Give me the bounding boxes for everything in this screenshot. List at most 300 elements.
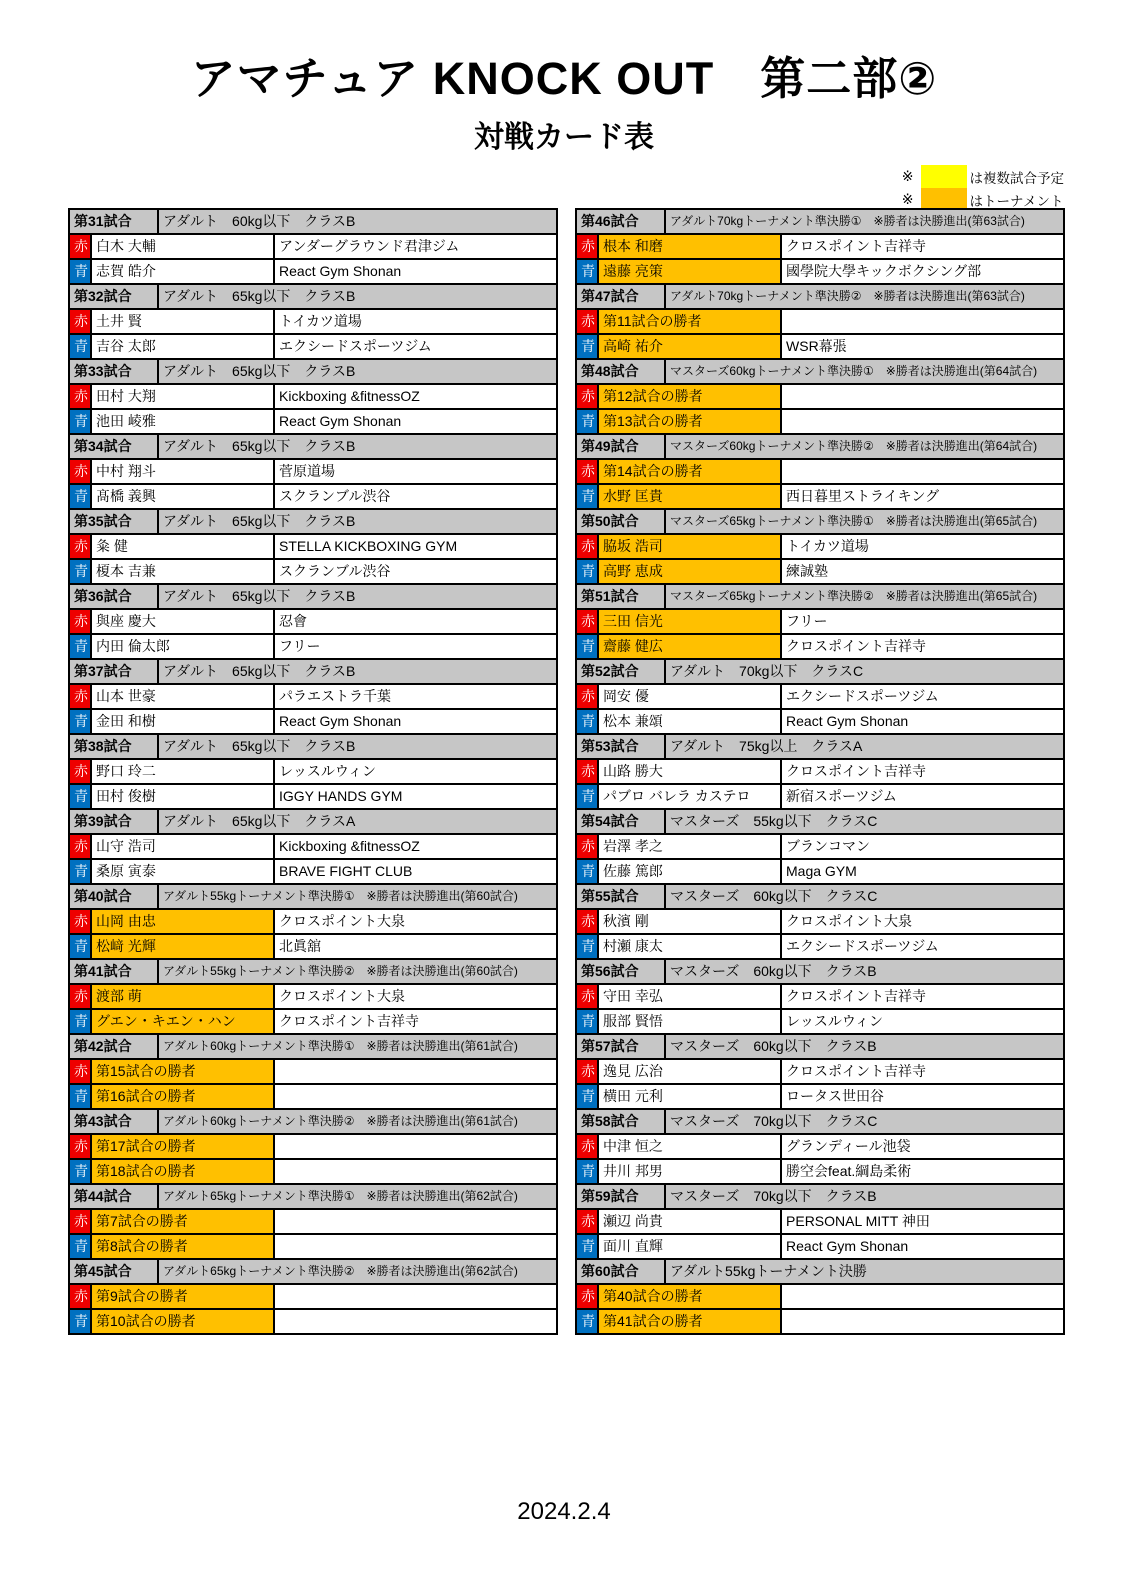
- blue-corner-label: 青: [576, 709, 598, 734]
- match-number: 第57試合: [576, 1034, 665, 1059]
- gym-name: クロスポイント吉祥寺: [781, 1059, 1064, 1084]
- match-header-row: [69, 1109, 557, 1134]
- gym-name: レッスルウィン: [274, 759, 557, 784]
- match-header-row: [576, 1109, 1064, 1134]
- blue-corner-label: 青: [69, 334, 91, 359]
- match-number: 第53試合: [576, 734, 665, 759]
- red-fighter-row: [69, 1134, 557, 1159]
- fighter-name: 高野 恵成: [598, 559, 781, 584]
- red-corner-label: 赤: [69, 984, 91, 1009]
- red-corner-label: 赤: [576, 1059, 598, 1084]
- gym-name: [274, 1134, 557, 1159]
- gym-name: BRAVE FIGHT CLUB: [274, 859, 557, 884]
- red-fighter-row: [576, 684, 1064, 709]
- blue-corner-label: 青: [69, 634, 91, 659]
- red-corner-label: 赤: [576, 684, 598, 709]
- blue-fighter-row: [69, 934, 557, 959]
- match-header-row: [69, 1034, 557, 1059]
- match-header-row: [69, 734, 557, 759]
- match-header-row: [576, 959, 1064, 984]
- red-fighter-row: [69, 759, 557, 784]
- gym-name: [781, 459, 1064, 484]
- gym-name: Kickboxing &fitnessOZ: [274, 834, 557, 859]
- match-category: マスターズ60kgトーナメント準決勝② ※勝者は決勝進出(第64試合): [665, 434, 1064, 459]
- blue-fighter-row: [576, 484, 1064, 509]
- fighter-name: 第14試合の勝者: [598, 459, 781, 484]
- gym-name: [274, 1159, 557, 1184]
- gym-name: 練誠塾: [781, 559, 1064, 584]
- red-fighter-row: [69, 834, 557, 859]
- match-header-row: [576, 509, 1064, 534]
- fighter-name: 山守 浩司: [91, 834, 274, 859]
- blue-corner-label: 青: [69, 1159, 91, 1184]
- fighter-name: 髙橋 義興: [91, 484, 274, 509]
- red-corner-label: 赤: [576, 909, 598, 934]
- fighter-name: パブロ バレラ カステロ: [598, 784, 781, 809]
- gym-name: ブランコマン: [781, 834, 1064, 859]
- fighter-name: 根本 和磨: [598, 234, 781, 259]
- match-number: 第58試合: [576, 1109, 665, 1134]
- match-number: 第42試合: [69, 1034, 158, 1059]
- blue-fighter-row: [576, 559, 1064, 584]
- red-corner-label: 赤: [576, 459, 598, 484]
- match-number: 第45試合: [69, 1259, 158, 1284]
- match-category: アダルト 65kg以下 クラスB: [158, 434, 557, 459]
- gym-name: React Gym Shonan: [274, 409, 557, 434]
- red-corner-label: 赤: [576, 384, 598, 409]
- match-number: 第47試合: [576, 284, 665, 309]
- blue-corner-label: 青: [576, 1234, 598, 1259]
- match-category: マスターズ 70kg以下 クラスB: [665, 1184, 1064, 1209]
- blue-fighter-row: [576, 1159, 1064, 1184]
- blue-corner-label: 青: [69, 559, 91, 584]
- gym-name: スクランブル渋谷: [274, 559, 557, 584]
- match-category: アダルト65kgトーナメント準決勝② ※勝者は決勝進出(第62試合): [158, 1259, 557, 1284]
- match-header-row: [576, 434, 1064, 459]
- blue-fighter-row: [69, 484, 557, 509]
- legend-label: はトーナメント: [969, 193, 1064, 209]
- match-header-row: [69, 959, 557, 984]
- gym-name: フリー: [274, 634, 557, 659]
- blue-fighter-row: [69, 1234, 557, 1259]
- match-number: 第40試合: [69, 884, 158, 909]
- gym-name: 新宿スポーツジム: [781, 784, 1064, 809]
- red-fighter-row: [576, 984, 1064, 1009]
- fighter-name: 第13試合の勝者: [598, 409, 781, 434]
- match-number: 第48試合: [576, 359, 665, 384]
- fighter-name: 池田 崚雅: [91, 409, 274, 434]
- match-number: 第46試合: [576, 209, 665, 234]
- fighter-name: 高崎 祐介: [598, 334, 781, 359]
- blue-corner-label: 青: [69, 1084, 91, 1109]
- red-corner-label: 赤: [576, 834, 598, 859]
- red-corner-label: 赤: [576, 234, 598, 259]
- fighter-name: 第10試合の勝者: [91, 1309, 274, 1334]
- red-fighter-row: [69, 684, 557, 709]
- gym-name: IGGY HANDS GYM: [274, 784, 557, 809]
- blue-fighter-row: [69, 259, 557, 284]
- fighter-name: 松﨑 光輝: [91, 934, 274, 959]
- fighter-name: 第8試合の勝者: [91, 1234, 274, 1259]
- fighter-name: 與座 慶大: [91, 609, 274, 634]
- match-header-row: [69, 509, 557, 534]
- gym-name: 忍會: [274, 609, 557, 634]
- fighter-name: 第12試合の勝者: [598, 384, 781, 409]
- fighter-name: グエン・キエン・ハン: [91, 1009, 274, 1034]
- red-fighter-row: [69, 309, 557, 334]
- blue-fighter-row: [69, 409, 557, 434]
- match-category: マスターズ 70kg以下 クラスC: [665, 1109, 1064, 1134]
- fighter-name: 金田 和樹: [91, 709, 274, 734]
- gym-name: クロスポイント大泉: [781, 909, 1064, 934]
- red-fighter-row: [576, 1059, 1064, 1084]
- red-corner-label: 赤: [69, 309, 91, 334]
- match-number: 第50試合: [576, 509, 665, 534]
- match-table: [575, 208, 1065, 1335]
- fighter-name: 三田 信光: [598, 609, 781, 634]
- fighter-name: 山路 勝大: [598, 759, 781, 784]
- gym-name: 勝空会feat.綱島柔術: [781, 1159, 1064, 1184]
- blue-corner-label: 青: [576, 784, 598, 809]
- fighter-name: 岡安 優: [598, 684, 781, 709]
- match-header-row: [69, 359, 557, 384]
- fighter-name: 佐藤 篤郎: [598, 859, 781, 884]
- blue-corner-label: 青: [576, 634, 598, 659]
- gym-name: 西日暮里ストライキング: [781, 484, 1064, 509]
- gym-name: レッスルウィン: [781, 1009, 1064, 1034]
- gym-name: [274, 1084, 557, 1109]
- blue-fighter-row: [576, 634, 1064, 659]
- match-category: マスターズ65kgトーナメント準決勝② ※勝者は決勝進出(第65試合): [665, 584, 1064, 609]
- gym-name: React Gym Shonan: [781, 709, 1064, 734]
- red-corner-label: 赤: [69, 1209, 91, 1234]
- gym-name: [274, 1309, 557, 1334]
- fighter-name: 第40試合の勝者: [598, 1284, 781, 1309]
- gym-name: スクランブル渋谷: [274, 484, 557, 509]
- red-corner-label: 赤: [69, 909, 91, 934]
- red-corner-label: 赤: [69, 534, 91, 559]
- match-category: マスターズ 60kg以下 クラスC: [665, 884, 1064, 909]
- fighter-name: 田村 俊樹: [91, 784, 274, 809]
- gym-name: React Gym Shonan: [274, 709, 557, 734]
- match-number: 第51試合: [576, 584, 665, 609]
- match-header-row: [576, 209, 1064, 234]
- red-fighter-row: [69, 909, 557, 934]
- event-date: 2024.2.4: [517, 1498, 611, 1525]
- red-corner-label: 赤: [576, 759, 598, 784]
- legend-marker: ※: [901, 191, 914, 207]
- match-column-right: [575, 208, 1063, 1335]
- match-header-row: [69, 659, 557, 684]
- match-number: 第52試合: [576, 659, 665, 684]
- page-title: アマチュア KNOCK OUT 第二部②: [190, 53, 938, 104]
- gym-name: クロスポイント大泉: [274, 984, 557, 1009]
- fighter-name: 逸見 広治: [598, 1059, 781, 1084]
- gym-name: [781, 309, 1064, 334]
- blue-corner-label: 青: [576, 1084, 598, 1109]
- gym-name: PERSONAL MITT 神田: [781, 1209, 1064, 1234]
- gym-name: グランディール池袋: [781, 1134, 1064, 1159]
- blue-fighter-row: [69, 1084, 557, 1109]
- legend: [902, 165, 1064, 211]
- fighter-name: 野口 玲二: [91, 759, 274, 784]
- red-fighter-row: [69, 234, 557, 259]
- blue-fighter-row: [69, 1159, 557, 1184]
- match-number: 第54試合: [576, 809, 665, 834]
- gym-name: エクシードスポーツジム: [274, 334, 557, 359]
- match-header-row: [69, 584, 557, 609]
- fighter-name: 岩澤 孝之: [598, 834, 781, 859]
- blue-fighter-row: [576, 1084, 1064, 1109]
- gym-name: [274, 1059, 557, 1084]
- gym-name: 菅原道場: [274, 459, 557, 484]
- red-fighter-row: [69, 459, 557, 484]
- match-header-row: [576, 734, 1064, 759]
- match-category: アダルト 75kg以上 クラスA: [665, 734, 1064, 759]
- red-fighter-row: [69, 1059, 557, 1084]
- gym-name: トイカツ道場: [781, 534, 1064, 559]
- match-header-row: [576, 809, 1064, 834]
- match-category: アダルト70kgトーナメント準決勝① ※勝者は決勝進出(第63試合): [665, 209, 1064, 234]
- blue-corner-label: 青: [576, 409, 598, 434]
- match-header-row: [576, 284, 1064, 309]
- match-header-row: [576, 659, 1064, 684]
- blue-fighter-row: [69, 859, 557, 884]
- red-fighter-row: [576, 234, 1064, 259]
- match-number: 第31試合: [69, 209, 158, 234]
- legend-marker: ※: [901, 168, 914, 184]
- blue-corner-label: 青: [69, 484, 91, 509]
- match-header-row: [69, 884, 557, 909]
- blue-fighter-row: [576, 859, 1064, 884]
- fighter-name: 山本 世豪: [91, 684, 274, 709]
- blue-fighter-row: [69, 784, 557, 809]
- gym-name: ロータス世田谷: [781, 1084, 1064, 1109]
- gym-name: クロスポイント吉祥寺: [274, 1009, 557, 1034]
- red-corner-label: 赤: [576, 984, 598, 1009]
- match-number: 第33試合: [69, 359, 158, 384]
- match-table: [68, 208, 558, 1335]
- blue-fighter-row: [69, 559, 557, 584]
- blue-corner-label: 青: [69, 1234, 91, 1259]
- blue-corner-label: 青: [576, 859, 598, 884]
- fighter-name: 粂 健: [91, 534, 274, 559]
- fighter-name: 第9試合の勝者: [91, 1284, 274, 1309]
- fighter-name: 第11試合の勝者: [598, 309, 781, 334]
- match-number: 第59試合: [576, 1184, 665, 1209]
- red-fighter-row: [576, 534, 1064, 559]
- red-corner-label: 赤: [69, 684, 91, 709]
- gym-name: クロスポイント吉祥寺: [781, 984, 1064, 1009]
- blue-corner-label: 青: [576, 259, 598, 284]
- fighter-name: 第41試合の勝者: [598, 1309, 781, 1334]
- gym-name: トイカツ道場: [274, 309, 557, 334]
- fighter-name: 吉谷 太郎: [91, 334, 274, 359]
- gym-name: [781, 409, 1064, 434]
- red-fighter-row: [576, 459, 1064, 484]
- fighter-name: 榎本 吉兼: [91, 559, 274, 584]
- match-number: 第60試合: [576, 1259, 665, 1284]
- blue-fighter-row: [69, 1009, 557, 1034]
- match-category: アダルト55kgトーナメント準決勝② ※勝者は決勝進出(第60試合): [158, 959, 557, 984]
- blue-corner-label: 青: [576, 334, 598, 359]
- match-number: 第36試合: [69, 584, 158, 609]
- blue-fighter-row: [576, 1234, 1064, 1259]
- red-fighter-row: [576, 384, 1064, 409]
- red-corner-label: 赤: [576, 1209, 598, 1234]
- match-number: 第39試合: [69, 809, 158, 834]
- match-category: マスターズ 60kg以下 クラスB: [665, 959, 1064, 984]
- blue-corner-label: 青: [69, 259, 91, 284]
- blue-corner-label: 青: [69, 1309, 91, 1334]
- red-fighter-row: [69, 384, 557, 409]
- gym-name: エクシードスポーツジム: [781, 934, 1064, 959]
- fighter-name: 瀬辺 尚貴: [598, 1209, 781, 1234]
- fighter-name: 内田 倫太郎: [91, 634, 274, 659]
- fighter-name: 田村 大翔: [91, 384, 274, 409]
- match-number: 第38試合: [69, 734, 158, 759]
- blue-corner-label: 青: [576, 1159, 598, 1184]
- gym-name: アンダーグラウンド君津ジム: [274, 234, 557, 259]
- red-fighter-row: [69, 534, 557, 559]
- gym-name: [274, 1284, 557, 1309]
- match-category: アダルト55kgトーナメント準決勝① ※勝者は決勝進出(第60試合): [158, 884, 557, 909]
- fighter-name: 渡部 萌: [91, 984, 274, 1009]
- match-number: 第35試合: [69, 509, 158, 534]
- red-corner-label: 赤: [69, 459, 91, 484]
- fighter-name: 桑原 寅泰: [91, 859, 274, 884]
- blue-corner-label: 青: [576, 934, 598, 959]
- fighter-name: 村瀬 康太: [598, 934, 781, 959]
- gym-name: 北眞舘: [274, 934, 557, 959]
- gym-name: STELLA KICKBOXING GYM: [274, 534, 557, 559]
- gym-name: クロスポイント大泉: [274, 909, 557, 934]
- blue-fighter-row: [576, 934, 1064, 959]
- fighter-name: 守田 幸弘: [598, 984, 781, 1009]
- red-corner-label: 赤: [69, 384, 91, 409]
- blue-fighter-row: [576, 334, 1064, 359]
- blue-corner-label: 青: [69, 1009, 91, 1034]
- match-header-row: [576, 359, 1064, 384]
- red-corner-label: 赤: [576, 1134, 598, 1159]
- match-header-row: [576, 1259, 1064, 1284]
- fighter-name: 齋藤 健広: [598, 634, 781, 659]
- gym-name: React Gym Shonan: [274, 259, 557, 284]
- gym-name: クロスポイント吉祥寺: [781, 634, 1064, 659]
- red-fighter-row: [576, 1284, 1064, 1309]
- match-header-row: [69, 209, 557, 234]
- legend-row-multi-match: [902, 165, 1064, 188]
- gym-name: クロスポイント吉祥寺: [781, 234, 1064, 259]
- match-category: マスターズ65kgトーナメント準決勝① ※勝者は決勝進出(第65試合): [665, 509, 1064, 534]
- fighter-name: 山岡 由忠: [91, 909, 274, 934]
- red-corner-label: 赤: [576, 1284, 598, 1309]
- gym-name: 國學院大學キックボクシング部: [781, 259, 1064, 284]
- gym-name: パラエストラ千葉: [274, 684, 557, 709]
- fighter-name: 中津 恒之: [598, 1134, 781, 1159]
- match-category: アダルト65kgトーナメント準決勝① ※勝者は決勝進出(第62試合): [158, 1184, 557, 1209]
- fighter-name: 面川 直輝: [598, 1234, 781, 1259]
- red-corner-label: 赤: [69, 1059, 91, 1084]
- match-header-row: [69, 284, 557, 309]
- fighter-name: 第17試合の勝者: [91, 1134, 274, 1159]
- fighter-name: 第16試合の勝者: [91, 1084, 274, 1109]
- blue-fighter-row: [576, 259, 1064, 284]
- fighter-name: 第18試合の勝者: [91, 1159, 274, 1184]
- match-column-left: [68, 208, 556, 1335]
- match-header-row: [69, 809, 557, 834]
- blue-fighter-row: [69, 1309, 557, 1334]
- match-number: 第34試合: [69, 434, 158, 459]
- blue-corner-label: 青: [69, 409, 91, 434]
- red-fighter-row: [576, 759, 1064, 784]
- fighter-name: 土井 賢: [91, 309, 274, 334]
- match-category: マスターズ60kgトーナメント準決勝① ※勝者は決勝進出(第64試合): [665, 359, 1064, 384]
- fighter-name: 志賀 皓介: [91, 259, 274, 284]
- match-header-row: [576, 1034, 1064, 1059]
- fighter-name: 第15試合の勝者: [91, 1059, 274, 1084]
- blue-corner-label: 青: [576, 1309, 598, 1334]
- gym-name: エクシードスポーツジム: [781, 684, 1064, 709]
- gym-name: [781, 1309, 1064, 1334]
- blue-fighter-row: [576, 1309, 1064, 1334]
- red-corner-label: 赤: [69, 234, 91, 259]
- blue-fighter-row: [69, 634, 557, 659]
- red-fighter-row: [576, 909, 1064, 934]
- match-number: 第56試合: [576, 959, 665, 984]
- fighter-name: 秋濱 剛: [598, 909, 781, 934]
- blue-fighter-row: [576, 409, 1064, 434]
- match-header-row: [69, 1184, 557, 1209]
- gym-name: Maga GYM: [781, 859, 1064, 884]
- match-category: アダルト 65kg以下 クラスB: [158, 584, 557, 609]
- match-category: アダルト55kgトーナメント決勝: [665, 1259, 1064, 1284]
- gym-name: クロスポイント吉祥寺: [781, 759, 1064, 784]
- match-category: アダルト 65kg以下 クラスB: [158, 734, 557, 759]
- match-header-row: [576, 1184, 1064, 1209]
- match-category: アダルト 65kg以下 クラスA: [158, 809, 557, 834]
- match-number: 第41試合: [69, 959, 158, 984]
- gym-name: React Gym Shonan: [781, 1234, 1064, 1259]
- blue-corner-label: 青: [69, 709, 91, 734]
- red-corner-label: 赤: [69, 834, 91, 859]
- fighter-name: 服部 賢悟: [598, 1009, 781, 1034]
- blue-corner-label: 青: [69, 934, 91, 959]
- match-category: アダルト 65kg以下 クラスB: [158, 359, 557, 384]
- match-number: 第37試合: [69, 659, 158, 684]
- fighter-name: 白木 大輔: [91, 234, 274, 259]
- red-corner-label: 赤: [576, 609, 598, 634]
- blue-corner-label: 青: [69, 859, 91, 884]
- match-number: 第55試合: [576, 884, 665, 909]
- fighter-name: 脇坂 浩司: [598, 534, 781, 559]
- match-number: 第43試合: [69, 1109, 158, 1134]
- fighter-name: 水野 匡貴: [598, 484, 781, 509]
- red-corner-label: 赤: [69, 1284, 91, 1309]
- blue-fighter-row: [69, 709, 557, 734]
- match-category: アダルト 60kg以下 クラスB: [158, 209, 557, 234]
- blue-fighter-row: [576, 709, 1064, 734]
- match-header-row: [576, 884, 1064, 909]
- red-fighter-row: [576, 834, 1064, 859]
- blue-corner-label: 青: [576, 1009, 598, 1034]
- page-subtitle: 対戦カード表: [474, 121, 654, 154]
- red-fighter-row: [576, 1209, 1064, 1234]
- gym-name: [274, 1234, 557, 1259]
- red-fighter-row: [69, 1209, 557, 1234]
- red-corner-label: 赤: [69, 609, 91, 634]
- red-corner-label: 赤: [69, 759, 91, 784]
